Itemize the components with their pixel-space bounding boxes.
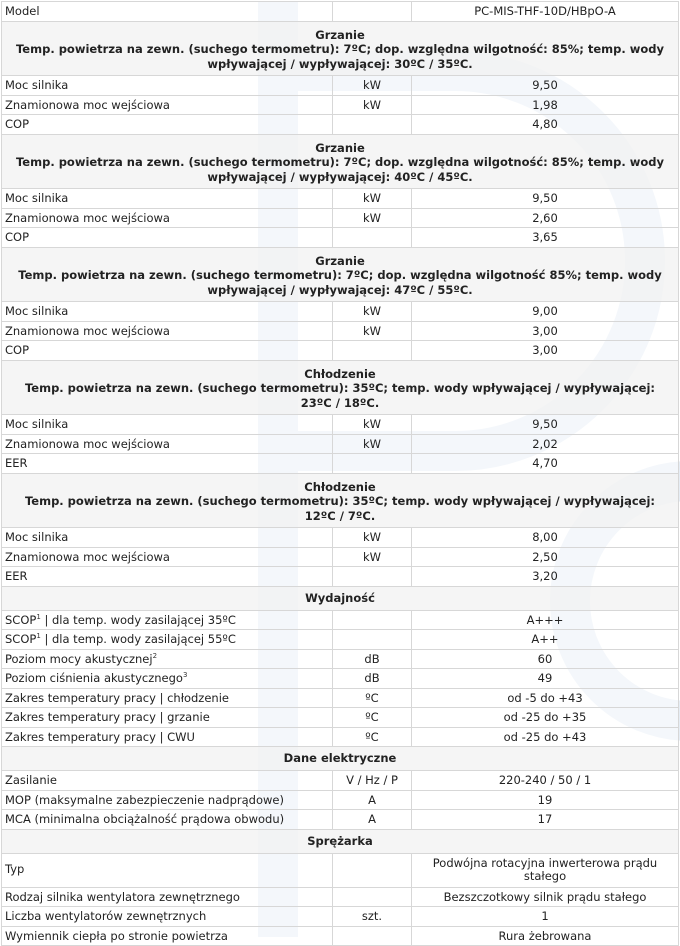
footnote-marker: 1 xyxy=(36,632,41,641)
row-unit xyxy=(333,115,412,135)
row-label: Moc silnika xyxy=(2,528,333,548)
row-value: 9,50 xyxy=(412,415,679,435)
row-label: EER xyxy=(2,454,333,474)
row-value: Bezszczotkowy silnik prądu stałego xyxy=(412,887,679,907)
table-row xyxy=(2,321,679,341)
table-row xyxy=(2,610,679,630)
footnote-marker: 2 xyxy=(152,651,158,660)
row-label: Zasilanie xyxy=(2,771,333,791)
table-row xyxy=(2,547,679,567)
row-label: Poziom mocy akustycznej$^2$ xyxy=(2,649,333,669)
section-title: Wydajność xyxy=(2,586,679,610)
table-row xyxy=(2,790,679,810)
table-row xyxy=(2,887,679,907)
row-label: Typ xyxy=(2,853,333,887)
row-unit: kW xyxy=(333,189,412,209)
row-unit: ºC xyxy=(333,708,412,728)
section-header-compressor xyxy=(2,829,679,853)
table-row xyxy=(2,115,679,135)
footnote-marker: 1 xyxy=(36,612,41,621)
row-label: Moc silnika xyxy=(2,189,333,209)
row-label: Zakres temperatury pracy | CWU xyxy=(2,727,333,747)
table-row xyxy=(2,727,679,747)
row-unit: kW xyxy=(333,208,412,228)
row-value: od -5 do +43 xyxy=(412,688,679,708)
table-row xyxy=(2,810,679,830)
row-unit: szt. xyxy=(333,907,412,927)
table-row xyxy=(2,189,679,209)
row-label: COP xyxy=(2,115,333,135)
row-unit: kW xyxy=(333,321,412,341)
table-row xyxy=(2,208,679,228)
row-value: 4,80 xyxy=(412,115,679,135)
section-conditions: Temp. powietrza na zewn. (suchego termometru): 7ºC; dop. względna wilgotność: 85%; temp. wody wpływającej / wypływającej: 40ºC / 45ºC. xyxy=(15,155,665,184)
model-label: Model xyxy=(2,2,333,22)
row-unit: kW xyxy=(333,528,412,548)
row-label: SCOP$^1$ | dla temp. wody zasilającej 55ºC xyxy=(2,630,333,650)
row-value: 1 xyxy=(412,907,679,927)
table-row xyxy=(2,567,679,587)
section-title: Grzanie xyxy=(315,140,365,155)
row-label: Moc silnika xyxy=(2,76,333,96)
footnote-marker: 3 xyxy=(182,671,188,680)
section-title: Grzanie xyxy=(315,27,365,42)
row-value: od -25 do +43 xyxy=(412,727,679,747)
row-value: 1,98 xyxy=(412,95,679,115)
row-unit: kW xyxy=(333,95,412,115)
row-unit xyxy=(333,610,412,630)
table-row xyxy=(2,907,679,927)
row-value: 2,50 xyxy=(412,547,679,567)
section-header-electrical xyxy=(2,747,679,771)
row-label: Znamionowa moc wejściowa xyxy=(2,434,333,454)
row-label: COP xyxy=(2,341,333,361)
row-value: 60 xyxy=(412,649,679,669)
section-conditions: Temp. powietrza na zewn. (suchego termometru): 35ºC; temp. wody wpływającej / wypływającej: 12ºC / 7ºC. xyxy=(24,494,656,523)
row-value: A+++ xyxy=(412,610,679,630)
row-label: EER xyxy=(2,567,333,587)
row-unit xyxy=(333,567,412,587)
row-unit: dB xyxy=(333,649,412,669)
row-value: 3,00 xyxy=(412,341,679,361)
table-row xyxy=(2,528,679,548)
row-label: Moc silnika xyxy=(2,302,333,322)
table-row xyxy=(2,771,679,791)
row-unit: kW xyxy=(333,302,412,322)
section-title: Dane elektryczne xyxy=(2,747,679,771)
row-value: 8,00 xyxy=(412,528,679,548)
row-unit: A xyxy=(333,790,412,810)
row-unit: kW xyxy=(333,547,412,567)
row-unit: kW xyxy=(333,76,412,96)
row-unit: kW xyxy=(333,434,412,454)
row-value: 9,50 xyxy=(412,189,679,209)
row-label: MCA (minimalna obciążalność prądowa obwodu) xyxy=(2,810,333,830)
section-title: Sprężarka xyxy=(2,829,679,853)
section-conditions: Temp. powietrza na zewn. (suchego termometru): 7ºC; dop. względna wilgotność 85%; temp. wody wpływającej / wypływającej: 47ºC / 55ºC. xyxy=(18,268,662,297)
row-value: 17 xyxy=(412,810,679,830)
section-header-heating-2 xyxy=(2,134,679,189)
section-title: Chłodzenie xyxy=(304,366,376,381)
table-row xyxy=(2,95,679,115)
row-value: od -25 do +35 xyxy=(412,708,679,728)
row-value: 220-240 / 50 / 1 xyxy=(412,771,679,791)
table-row xyxy=(2,688,679,708)
row-label: Znamionowa moc wejściowa xyxy=(2,321,333,341)
row-unit xyxy=(333,630,412,650)
row-label: Rodzaj silnika wentylatora zewnętrznego xyxy=(2,887,333,907)
row-unit xyxy=(333,887,412,907)
model-value: PC-MIS-THF-10D/HBpO-A xyxy=(412,2,679,22)
row-label: Moc silnika xyxy=(2,415,333,435)
row-unit: dB xyxy=(333,669,412,689)
section-header-heating-3 xyxy=(2,247,679,302)
row-label: SCOP$^1$ | dla temp. wody zasilającej 35ºC xyxy=(2,610,333,630)
row-unit: ºC xyxy=(333,727,412,747)
table-row xyxy=(2,649,679,669)
row-label: Znamionowa moc wejściowa xyxy=(2,547,333,567)
table-row xyxy=(2,228,679,248)
table-row xyxy=(2,302,679,322)
row-label: Znamionowa moc wejściowa xyxy=(2,95,333,115)
table-row xyxy=(2,76,679,96)
row-value: 49 xyxy=(412,669,679,689)
section-title: Chłodzenie xyxy=(304,479,376,494)
model-row xyxy=(2,2,679,22)
row-value: 4,70 xyxy=(412,454,679,474)
table-row xyxy=(2,434,679,454)
row-label: Zakres temperatury pracy | chłodzenie xyxy=(2,688,333,708)
table-row xyxy=(2,454,679,474)
table-row xyxy=(2,669,679,689)
section-header-cooling-1 xyxy=(2,360,679,415)
row-value: Rura żebrowana xyxy=(412,926,679,946)
model-unit xyxy=(333,2,412,22)
table-row xyxy=(2,341,679,361)
row-value: 2,60 xyxy=(412,208,679,228)
row-label: Liczba wentylatorów zewnętrznych xyxy=(2,907,333,927)
row-value: Podwójna rotacyjna inwerterowa prądu stałego xyxy=(412,853,679,887)
row-unit: V / Hz / P xyxy=(333,771,412,791)
row-value: 3,20 xyxy=(412,567,679,587)
row-unit: A xyxy=(333,810,412,830)
row-unit: kW xyxy=(333,415,412,435)
table-row xyxy=(2,708,679,728)
row-value: A++ xyxy=(412,630,679,650)
row-unit xyxy=(333,341,412,361)
section-conditions: Temp. powietrza na zewn. (suchego termometru): 35ºC; temp. wody wpływającej / wypływającej: 23ºC / 18ºC. xyxy=(24,381,656,410)
row-value: 3,00 xyxy=(412,321,679,341)
row-label: Poziom ciśnienia akustycznego$^3$ xyxy=(2,669,333,689)
row-label: Wymiennik ciepła po stronie powietrza xyxy=(2,926,333,946)
row-unit xyxy=(333,853,412,887)
spec-table xyxy=(1,1,679,946)
section-title: Grzanie xyxy=(315,253,365,268)
section-header-cooling-2 xyxy=(2,473,679,528)
row-label: Znamionowa moc wejściowa xyxy=(2,208,333,228)
row-value: 2,02 xyxy=(412,434,679,454)
row-label: MOP (maksymalne zabezpieczenie nadprądowe) xyxy=(2,790,333,810)
row-label: Zakres temperatury pracy | grzanie xyxy=(2,708,333,728)
section-header-heating-1 xyxy=(2,21,679,76)
table-row xyxy=(2,853,679,887)
section-conditions: Temp. powietrza na zewn. (suchego termometru): 7ºC; dop. względna wilgotność: 85%; temp. wody wpływającej / wypływającej: 30ºC / 35ºC. xyxy=(15,42,665,71)
row-label: COP xyxy=(2,228,333,248)
row-value: 19 xyxy=(412,790,679,810)
row-unit: ºC xyxy=(333,688,412,708)
row-value: 9,50 xyxy=(412,76,679,96)
row-value: 3,65 xyxy=(412,228,679,248)
table-row xyxy=(2,630,679,650)
row-unit xyxy=(333,454,412,474)
row-unit xyxy=(333,228,412,248)
table-row xyxy=(2,415,679,435)
row-value: 9,00 xyxy=(412,302,679,322)
section-header-efficiency xyxy=(2,586,679,610)
